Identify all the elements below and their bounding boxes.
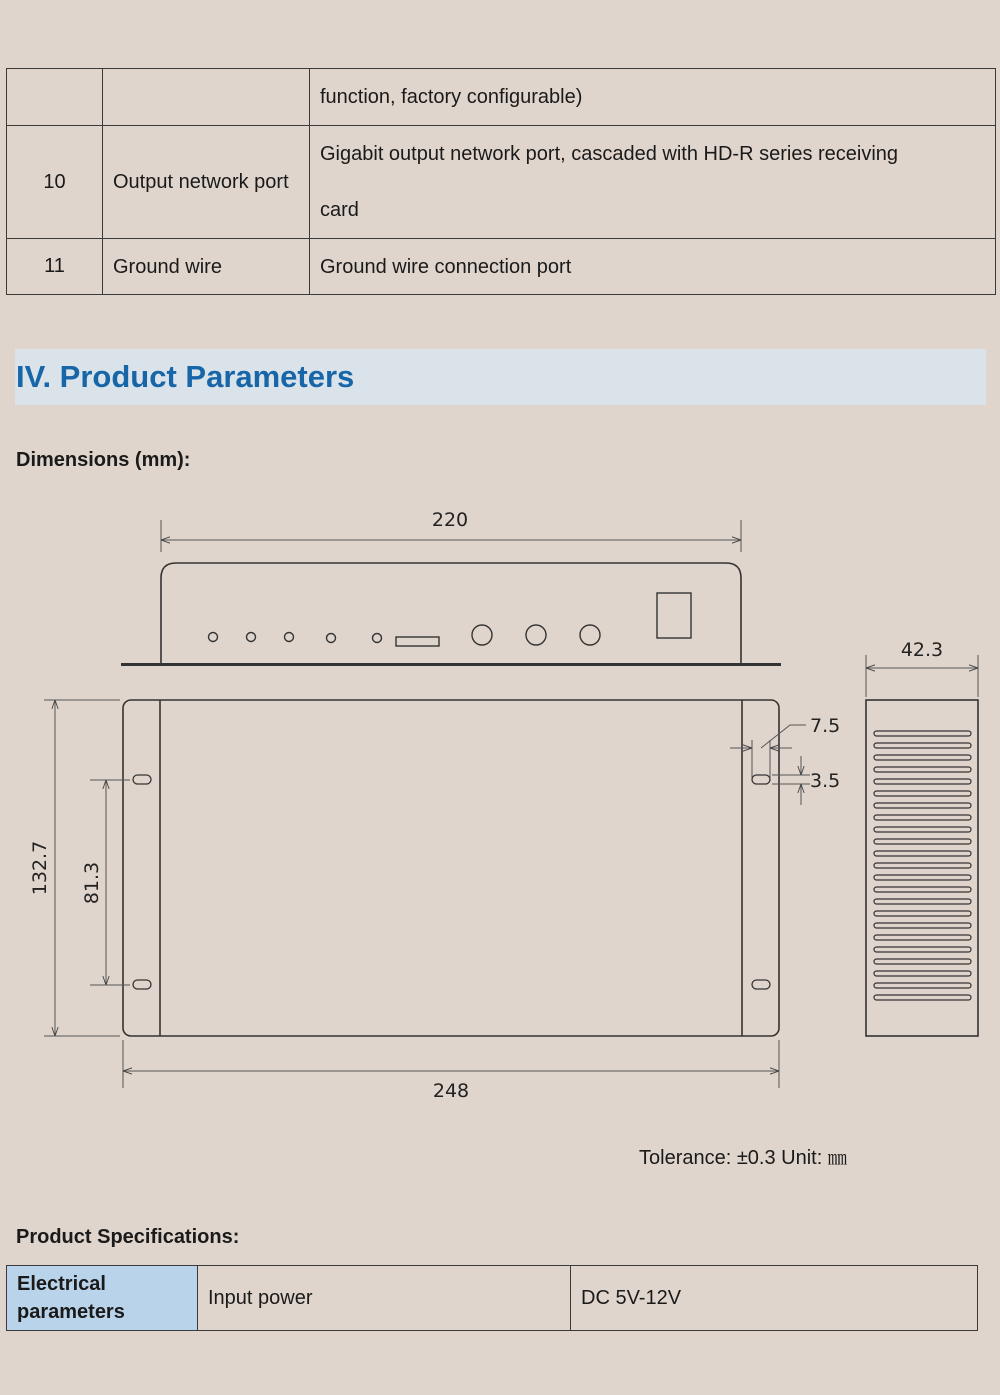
top-view-outline: [123, 700, 779, 1036]
vent-slot: [874, 875, 971, 880]
vent-slot: [874, 755, 971, 760]
row-number: [7, 69, 103, 126]
vent-slot: [874, 743, 971, 748]
port-name: [103, 69, 310, 126]
vent-slot: [874, 995, 971, 1000]
vent-slot: [874, 791, 971, 796]
vent-slot: [874, 839, 971, 844]
height-label: 132.7: [29, 840, 51, 896]
side-vents: [874, 731, 971, 1000]
vent-slot: [874, 935, 971, 940]
port-description: [310, 126, 996, 239]
table-row: [7, 69, 996, 126]
vent-slot: [874, 803, 971, 808]
hole-spacing-label: 81.3: [81, 861, 103, 905]
top-width-label: 220: [431, 509, 469, 531]
spec-value: DC 5V-12V: [571, 1266, 978, 1331]
port-description: function, factory configurable): [310, 69, 996, 126]
vent-slot: [874, 887, 971, 892]
table-row: [7, 126, 996, 239]
ear-width-label: 7.5: [810, 715, 841, 737]
vent-slot: [874, 731, 971, 736]
port-description: Ground wire connection port: [310, 239, 996, 295]
row-number: 11: [7, 239, 103, 295]
dimension-drawing: [0, 490, 1000, 1130]
bottom-width-label: 248: [432, 1080, 470, 1102]
vent-slot: [874, 863, 971, 868]
specs-table: [6, 1265, 978, 1331]
vent-slot: [874, 827, 971, 832]
section-title: IV. Product Parameters: [16, 359, 355, 394]
vent-slot: [874, 923, 971, 928]
vent-slot: [874, 815, 971, 820]
port-name: Ground wire: [103, 239, 310, 295]
vent-slot: [874, 983, 971, 988]
specs-heading: Product Specifications:: [16, 1226, 240, 1248]
ports-table: [6, 68, 996, 295]
mounting-holes: [133, 775, 770, 989]
row-number: 10: [7, 126, 103, 239]
description-line: Gigabit output network port, cascaded with HD-R series receiving: [320, 143, 899, 165]
tolerance-note: [639, 1143, 847, 1170]
table-row: [7, 239, 996, 295]
vent-slot: [874, 911, 971, 916]
vent-slot: [874, 971, 971, 976]
vent-slot: [874, 779, 971, 784]
unit-text: ㎜: [827, 1147, 847, 1169]
vent-slot: [874, 959, 971, 964]
description-line: card: [320, 199, 359, 221]
vent-slot: [874, 899, 971, 904]
table-row: [7, 1266, 978, 1331]
front-panel-indicators: [209, 593, 692, 646]
hole-offset-label: 3.5: [810, 770, 841, 792]
tolerance-text: Tolerance: ±0.3 Unit:: [639, 1147, 823, 1169]
vent-slot: [874, 767, 971, 772]
port-name: Output network port: [103, 126, 310, 239]
vent-slot: [874, 851, 971, 856]
spec-item: Input power: [198, 1266, 571, 1331]
dimensions-heading: Dimensions (mm):: [16, 449, 191, 471]
vent-slot: [874, 947, 971, 952]
spec-category: Electrical parameters: [7, 1266, 198, 1331]
depth-label: 42.3: [900, 639, 944, 661]
front-panel-outline: [161, 563, 741, 664]
